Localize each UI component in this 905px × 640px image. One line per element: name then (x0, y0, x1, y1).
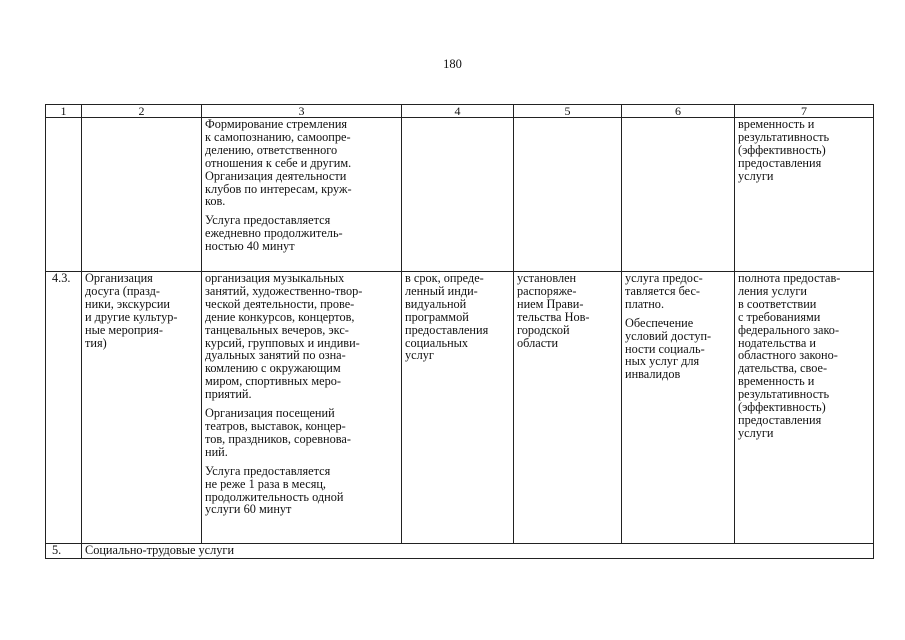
page-number: 180 (443, 57, 462, 71)
cont-col-2 (82, 118, 202, 272)
cont-col-1 (46, 118, 82, 272)
table-row-4-3 (46, 272, 874, 544)
row-5-section-title: Социально-трудовые услуги (82, 544, 874, 559)
row-5-number: 5. (46, 544, 82, 559)
row-4-3-cond-para-1: услуга предос- тавляется бес- платно. (625, 271, 703, 311)
cont-col-3-para-2: Услуга предоставляется ежедневно продолжитель- ностью 40 минут (205, 213, 343, 254)
cont-col-3-para-1: Формирование стремления к самопознанию, самоопре- делению, ответственного отношения к себе и другим. Организация деятельности клубов по интересам, круж- ков. (205, 117, 352, 209)
row-4-3-desc-para-3: Услуга предоставляется не реже 1 раза в месяц, продолжительность одной услуги 60 минут (205, 463, 344, 517)
table-row-continued (46, 118, 874, 272)
row-4-3-quality-indicators: полнота предостав- ления услуги в соответствии с требованиями федерального зако- нодательства и областного законо- дательства, свое- временность и результативность (эффективность) предоставления услуги (735, 272, 874, 544)
row-4-3-desc-para-1: организация музыкальных занятий, художественно-твор- ческой деятельности, прове- дение конкурсов, концертов, танцевальных вечеров, экс- курсий, групповых и индиви- дуальных занятий по озна- комлению с окружающим миром, спортивных меро- приятий. (205, 271, 363, 402)
header-row (46, 105, 874, 118)
row-4-3-description (202, 272, 402, 544)
row-4-3-term: в срок, опреде- ленный инди- видуальной программой предоставления социальных услуг (402, 272, 514, 544)
row-4-3-service-name: Организация досуга (празд- ники, экскурсии и другие культур- ные мероприя- тия) (82, 272, 202, 544)
cont-col-6 (622, 118, 735, 272)
header-col-3: 3 (202, 105, 402, 118)
header-col-2: 2 (82, 105, 202, 118)
row-4-3-conditions (622, 272, 735, 544)
cont-col-7: временность и результативность (эффективность) предоставления услуги (735, 118, 874, 272)
header-col-5: 5 (514, 105, 622, 118)
row-4-3-number: 4.3. (46, 272, 82, 544)
row-4-3-normative: установлен распоряже- нием Прави- тельства Нов- городской области (514, 272, 622, 544)
row-4-3-desc-para-2: Организация посещений театров, выставок, концер- тов, праздников, соревнова- ний. (205, 406, 351, 459)
table-row-5 (46, 544, 874, 559)
header-col-4: 4 (402, 105, 514, 118)
cont-col-4 (402, 118, 514, 272)
services-table (45, 104, 874, 559)
header-col-7: 7 (735, 105, 874, 118)
header-col-6: 6 (622, 105, 735, 118)
header-col-1: 1 (46, 105, 82, 118)
row-4-3-cond-para-2: Обеспечение условий доступ- ности социаль- ных услуг для инвалидов (625, 315, 712, 382)
cont-col-3 (202, 118, 402, 272)
cont-col-5 (514, 118, 622, 272)
